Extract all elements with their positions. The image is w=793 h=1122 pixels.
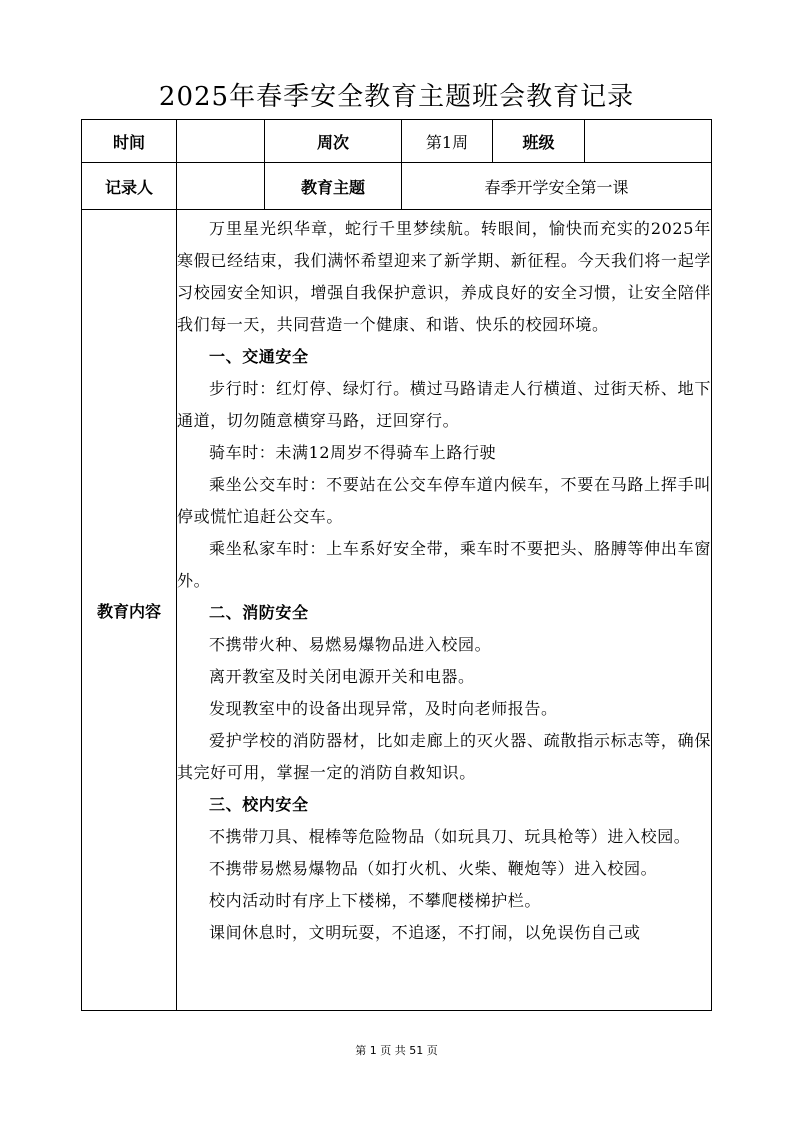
content-paragraph: 骑车时：未满12周岁不得骑车上路行驶 <box>209 442 497 462</box>
content-body <box>177 213 711 1008</box>
table-row <box>82 163 712 210</box>
content-paragraph: 不携带火种、易燃易爆物品进入校园。 <box>209 634 492 654</box>
content-label: 教育内容 <box>82 210 177 1011</box>
content-paragraph: 乘坐公交车时：不要站在公交车停车道内候车，不要在马路上挥手叫停或慌忙追赶公交车。 <box>177 474 711 526</box>
class-value[interactable] <box>585 120 712 163</box>
week-value[interactable]: 第1周 <box>402 120 493 163</box>
page-title: 2025年春季安全教育主题班会教育记录 <box>158 82 635 112</box>
table-row <box>82 120 712 163</box>
content-paragraph: 万里星光织华章，蛇行千里梦续航。转眼间，愉快而充实的2025年寒假已经结束，我们满怀希望迎来了新学期、新征程。今天我们将一起学习校园安全知识，增强自我保护意识，养成良好的安全习惯，让安全陪伴我们每一天，共同营造一个健康、和谐、快乐的校园环境。 <box>177 218 711 334</box>
section-heading: 一、交通安全 <box>209 346 309 366</box>
content-paragraph: 乘坐私家车时：上车系好安全带，乘车时不要把头、胳膊等伸出车窗外。 <box>177 538 711 590</box>
content-paragraph: 不携带刀具、棍棒等危险物品（如玩具刀、玩具枪等）进入校园。 <box>209 826 691 846</box>
content-paragraph: 校内活动时有序上下楼梯，不攀爬楼梯护栏。 <box>209 890 542 910</box>
recorder-value[interactable] <box>177 163 265 210</box>
time-label: 时间 <box>82 120 177 163</box>
content-paragraph: 发现教室中的设备出现异常，及时向老师报告。 <box>209 698 558 718</box>
section-heading: 二、消防安全 <box>209 602 309 622</box>
week-label: 周次 <box>265 120 402 163</box>
table-row <box>82 210 712 1011</box>
time-value[interactable] <box>177 120 265 163</box>
class-label: 班级 <box>493 120 585 163</box>
content-paragraph: 离开教室及时关闭电源开关和电器。 <box>209 666 475 686</box>
content-paragraph: 步行时：红灯停、绿灯行。横过马路请走人行横道、过街天桥、地下通道，切勿随意横穿马路，迂回穿行。 <box>177 378 711 430</box>
page-footer: 第 1 页 共 51 页 <box>355 1044 438 1057</box>
content-paragraph: 爱护学校的消防器材，比如走廊上的灭火器、疏散指示标志等，确保其完好可用，掌握一定的消防自救知识。 <box>177 730 711 782</box>
topic-value[interactable]: 春季开学安全第一课 <box>402 163 712 210</box>
recorder-label: 记录人 <box>82 163 177 210</box>
content-paragraph: 课间休息时，文明玩耍，不追逐，不打闹，以免误伤自己或 <box>209 922 641 942</box>
topic-label: 教育主题 <box>265 163 402 210</box>
record-table <box>81 119 712 1011</box>
content-cell[interactable] <box>177 210 712 1011</box>
section-heading: 三、校内安全 <box>209 794 309 814</box>
content-paragraph: 不携带易燃易爆物品（如打火机、火柴、鞭炮等）进入校园。 <box>209 858 658 878</box>
